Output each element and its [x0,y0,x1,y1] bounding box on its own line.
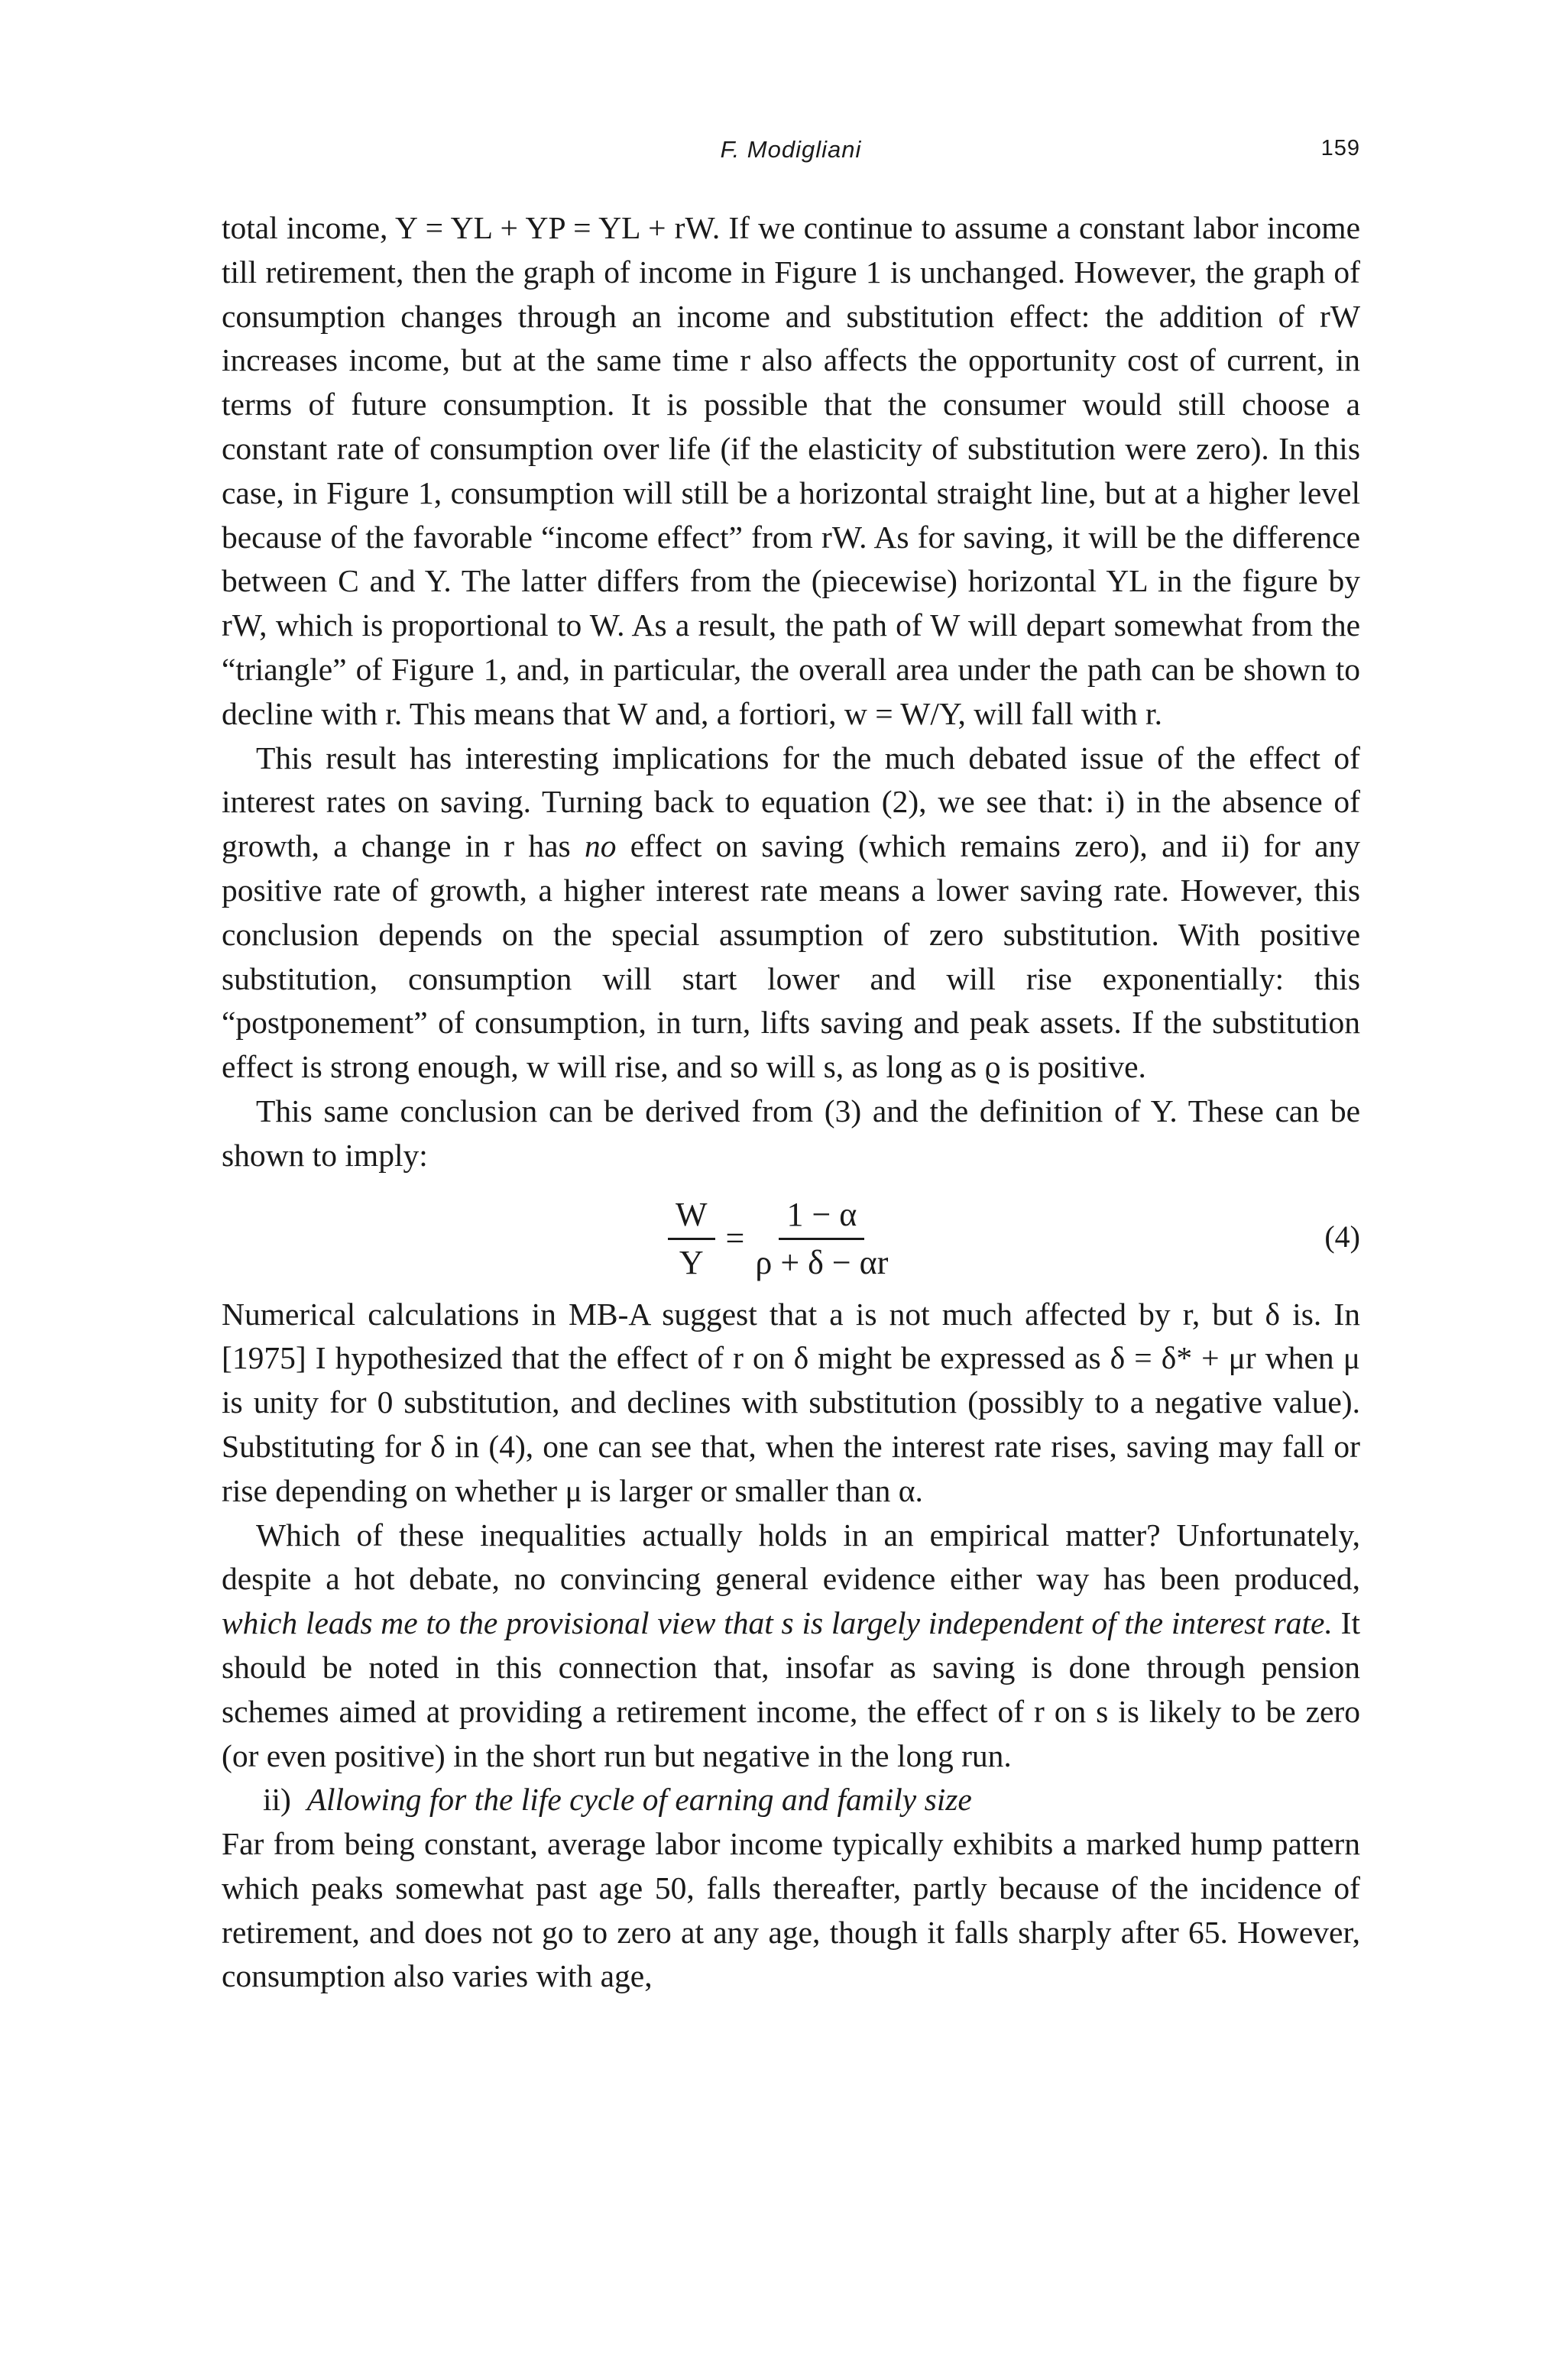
paragraph-text: Which of these inequalities actually holds in an empirical matter? Unfortunately, despite a hot debate, no convincing general evidence either way has been produced, [222,1517,1360,1597]
paragraph-text: It should be noted in this connection that, insofar as saving is done through pension schemes aimed at providing a retirement income, the effect of r on s is likely to be zero (or even positive) in the short run but negative in the long run. [222,1605,1360,1773]
equation-lhs-fraction [668,1195,715,1283]
section-heading [222,1778,1360,1822]
equation-rhs-denominator: ρ + δ − αr [755,1243,889,1281]
page-number: 159 [1320,136,1360,160]
running-header-author: F. Modigliani [720,136,862,163]
equation-equals-sign: = [725,1219,745,1258]
paragraph-text: effect on saving (which remains zero), and ii) for any positive rate of growth, a higher interest rate means a lower saving rate. However, this conclusion depends on the special assumption of zero substitution. With positive substitution, consumption will start lower and will rise exponentially: this “postponement” of consumption, in turn, lifts saving and peak assets. If the substitution effect is strong enough, w will rise, and so will s, as long as ϱ is positive. [222,828,1361,1085]
emphasis-text: which leads me to the provisional view that s is largely independent of the interest rate. [222,1605,1333,1641]
article-body [222,206,1360,1999]
equation-lhs-denominator: Y [679,1243,704,1281]
equation-lhs-numerator: W [668,1195,715,1240]
equation-expression [668,1195,888,1283]
running-header [222,136,1360,174]
emphasis-text: no [584,828,617,864]
equation-rhs-numerator: 1 − α [779,1195,864,1240]
paragraph-income-substitution: total income, Y = YL + YP = YL + rW. If we continue to assume a constant labor income till retirement, then the graph of income in Figure 1 is unchanged. However, the graph of consumption changes through an income and substitution effect: the addition of rW increases income, but at the same time r also affects the opportunity cost of current, in terms of future consumption. It is possible that the consumer would still choose a constant rate of consumption over life (if the elasticity of substitution were zero). In this case, in Figure 1, consumption will still be a horizontal straight line, but at a higher level because of the favorable “income effect” from rW. As for saving, it will be the difference between C and Y. The latter differs from the (piecewise) horizontal YL in the figure by rW, which is proportional to W. As a result, the path of W will depart somewhat from the “triangle” of Figure 1, and, in particular, the overall area under the path can be shown to decline with r. This means that W and, a fortiori, w = W/Y, will fall with r. [222,210,1360,731]
paragraph-numerical-calculations: Numerical calculations in MB-A suggest that a is not much affected by r, but δ is. In [1975] I hypothesized that the effect of r on δ might be expressed as δ = δ* + μr when μ is unity for 0 substitution, and declines with substitution (possibly to a negative value). Substituting for δ in (4), one can see that, when the interest rate rises, saving may fall or rise depending on whether μ is larger or smaller than α. [222,1296,1360,1508]
paragraph-same-conclusion: This same conclusion can be derived from (3) and the definition of Y. These can be shown to imply: [222,1093,1360,1173]
section-title: Allowing for the life cycle of earning and family size [306,1782,972,1818]
paragraph-interest-rate-implications [222,737,1360,1090]
paragraph-labor-income-hump: Far from being constant, average labor income typically exhibits a marked hump pattern which peaks somewhat past age 50, falls thereafter, partly because of the incidence of retirement, and does not go to zero at any age, though it falls sharply after 65. However, consumption also varies with age, [222,1826,1360,1994]
paragraph-text: This result has interesting implications for the much debated issue of the effect of interest rates on saving. Turning back to equation (2), we see that: i) in the absence of growth, a change in r has [222,740,1360,864]
equation-number: (4) [1324,1219,1360,1254]
equation-4 [222,1178,1360,1293]
section-number: ii) [263,1782,291,1818]
equation-rhs-fraction [755,1195,888,1283]
paragraph-empirical-evidence [222,1514,1360,1779]
